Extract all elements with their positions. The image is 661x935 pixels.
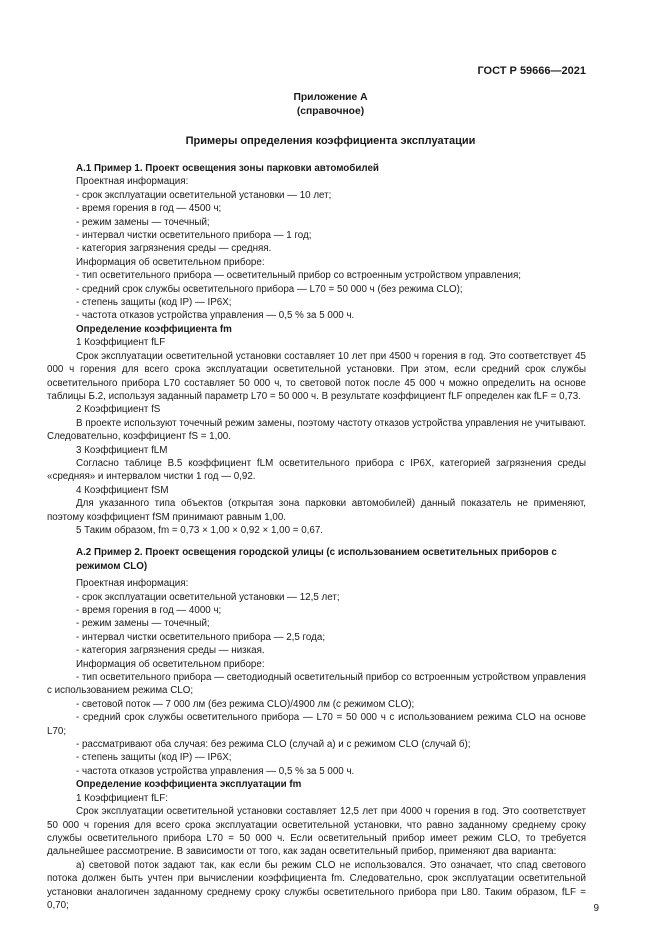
list-item: - световой поток — 7 000 лм (без режима CLO)/4900 лм (с режимом CLO); xyxy=(76,698,415,710)
list-item: - тип осветительного прибора — светодиодный осветительный прибор со встроенным устройством управления с использованием режима CLO; xyxy=(47,672,586,697)
list-item: - частота отказов устройства управления — 0,5 % за 5 000 ч. xyxy=(76,310,355,322)
coef1-label: 1 Коэффициент fLF xyxy=(76,337,166,349)
example2-determination: Определение коэффициента эксплуатации fm xyxy=(76,779,302,791)
body-text xyxy=(47,162,586,912)
example1-project-label: Проектная информация: xyxy=(76,176,189,188)
list-item: - интервал чистки осветительного прибора — 2,5 года; xyxy=(76,631,326,643)
coef5-text: 5 Таким образом, fm = 0,73 × 1,00 × 0,92 × 1,00 = 0,67. xyxy=(76,524,324,536)
coef4-label: 4 Коэффициент fSM xyxy=(76,484,169,496)
list-item: - срок эксплуатации осветительной установки — 10 лет; xyxy=(76,189,332,201)
example2-project-label: Проектная информация: xyxy=(76,578,189,590)
list-item: - режим замены — точечный; xyxy=(76,216,210,228)
list-item: - режим замены — точечный; xyxy=(76,618,210,630)
list-item: - время горения в год — 4500 ч; xyxy=(76,203,222,215)
example1-device-label: Информация об осветительном приборе: xyxy=(76,256,265,268)
list-item: - время горения в год — 4000 ч; xyxy=(76,605,222,616)
case-a-text: а) световой поток задают так, как если бы режим CLO не использовался. Это означает, что спад светового потока должен быть учтен при вычислении коэффициента fm. Следовательно, срок эксплуатации осветительной установки аналогичен заданному среднему сроку службы осветительного прибора при L80. Таким образом, fLF = 0,70; xyxy=(47,859,586,911)
example2-device-label: Информация об осветительном приборе: xyxy=(76,658,265,670)
list-item: - частота отказов устройства управления — 0,5 % за 5 000 ч. xyxy=(76,765,355,777)
coef1-label-ex2: 1 Коэффициент fLF: xyxy=(76,792,168,804)
list-item: - степень защиты (код IP) — IP6X; xyxy=(76,752,232,764)
list-item: - категория загрязнения среды — низкая. xyxy=(76,645,265,657)
list-item: - степень защиты (код IP) — IP6X; xyxy=(76,297,232,309)
list-item: - срок эксплуатации осветительной установки — 12,5 лет; xyxy=(76,591,340,603)
example1-heading: А.1 Пример 1. Проект освещения зоны парковки автомобилей xyxy=(76,163,379,174)
list-item: - рассматривают оба случая: без режима CLO (случай а) и с режимом CLO (случай б); xyxy=(76,739,471,751)
appendix-subtitle: (справочное) xyxy=(296,106,365,117)
coef1-text-ex2: Срок эксплуатации осветительной установки составляет 12,5 лет при 4000 ч горения в год. Это соответствует 50 000 ч горения для всего срока эксплуатации осветительной установки, что равно заданному среднему сроку службы осветительного прибора L70 = 50 000 ч. Если осветительный прибор имеет режим CLO, то требуется дальнейшее рассмотрение. В зависимости от того, как задан осветительный прибор, применяют два варианта: xyxy=(47,806,586,858)
coef4-text: Для указанного типа объектов (открытая зона парковки автомобилей) данный показатель не применяют, поэтому коэффициент fSM принимают равным 1,00. xyxy=(47,498,586,523)
example2-heading: А.2 Пример 2. Проект освещения городской улицы (с использованием осветительных приборов с режимом CLO) xyxy=(76,547,557,572)
example1-determination: Определение коэффициента fm xyxy=(76,323,232,335)
coef2-text: В проекте используют точечный режим замены, поэтому частоту отказов устройства управления не учитывают. Следовательно, коэффициент fS = 1,00. xyxy=(47,417,586,443)
list-item: - категория загрязнения среды — средняя. xyxy=(76,243,272,255)
coef2-label: 2 Коэффициент fS xyxy=(76,404,161,416)
coef3-text: Согласно таблице В.5 коэффициент fLM осветительного прибора с IP6X, категорией загрязнения среды «средняя» и интервалом чистки 1 год — 0,92. xyxy=(47,457,586,483)
page-number: 9 xyxy=(593,903,599,914)
main-title: Примеры определения коэффициента эксплуатации xyxy=(185,135,476,147)
list-item: - средний срок службы осветительного прибора — L70 = 50 000 ч (без режима CLO); xyxy=(76,283,463,295)
coef3-label: 3 Коэффициент fLM xyxy=(76,444,168,456)
list-item: - интервал чистки осветительного прибора — 1 год; xyxy=(76,230,312,242)
coef1-text: Срок эксплуатации осветительной установки составляет 10 лет при 4500 ч горения в год. Это соответствует 45 000 ч горения для всего срока эксплуатации осветительной установки. При этом, если средний срок службы осветительного прибора L70 составляет 50 000 ч, то световой поток после 45 000 ч можно определить на основе таблицы Б.2, используя заданный параметр L70 = 50 000 ч. В результате коэффициент fLF определен как fLF = 0,73. xyxy=(47,350,586,402)
document-code: ГОСТ Р 59666—2021 xyxy=(477,65,586,77)
list-item: - тип осветительного прибора — осветительный прибор со встроенным устройством управления; xyxy=(76,270,521,282)
list-item: - средний срок службы осветительного прибора — L70 = 50 000 ч с использованием режима CLO на основе L70; xyxy=(47,712,586,737)
appendix-title: Приложение А xyxy=(293,92,368,103)
